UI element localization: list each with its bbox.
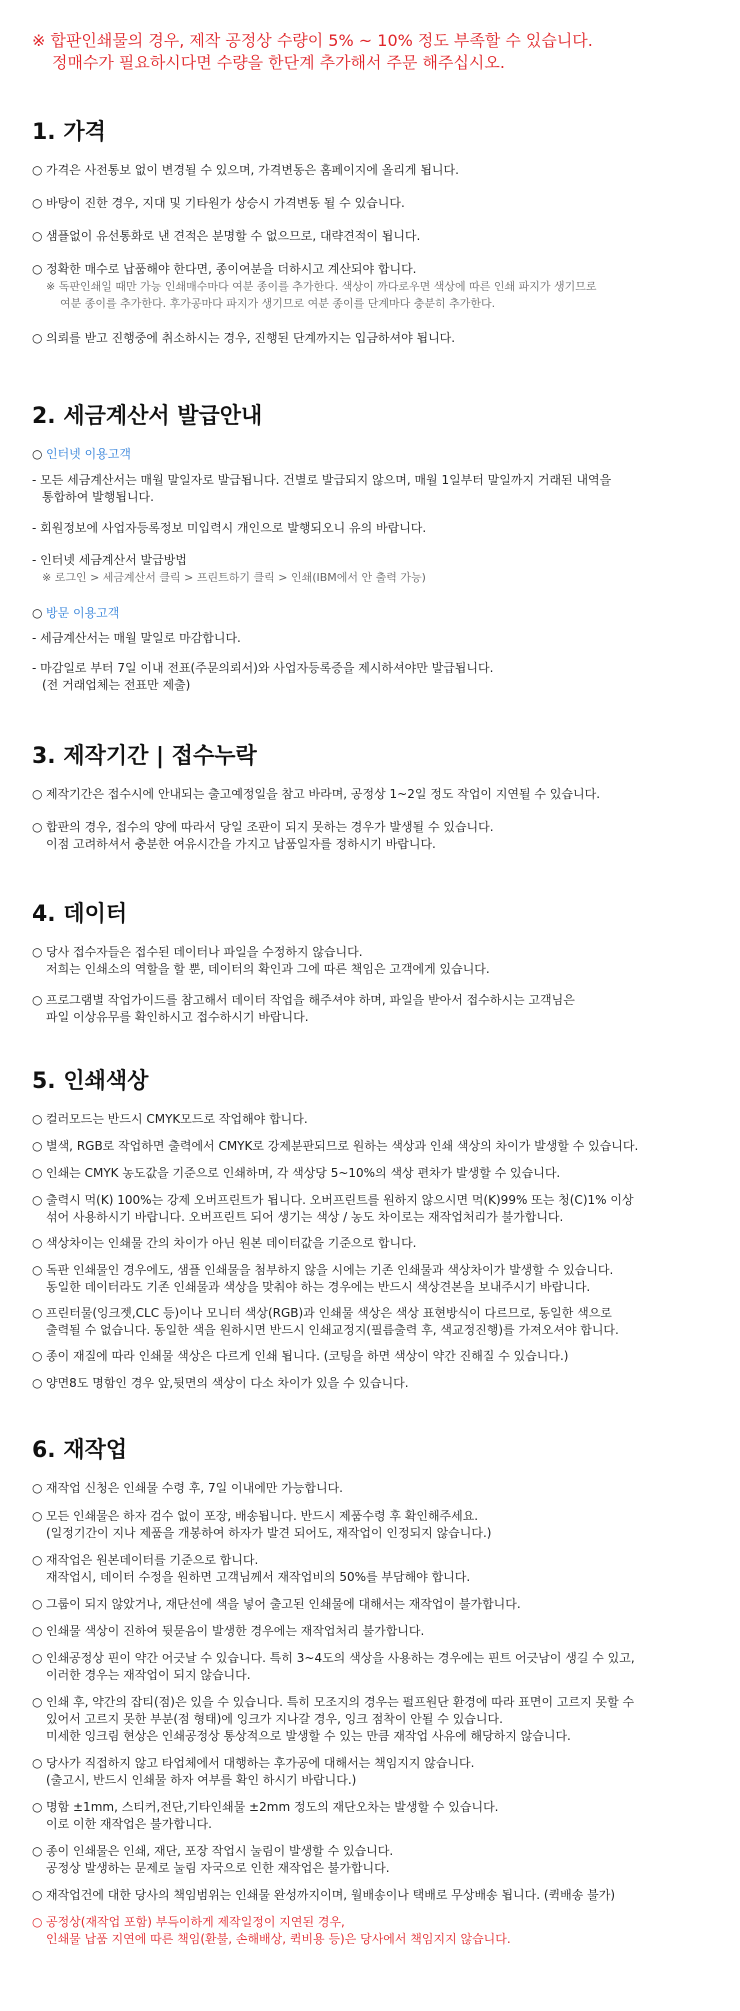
circle-bullet-icon: ○: [32, 1756, 43, 1770]
circle-bullet-icon: ○: [32, 1306, 43, 1320]
list-item: ○ 종이 인쇄물은 인쇄, 재단, 포장 작업시 눌림이 발생할 수 있습니다. 공정상 발생하는 문제로 눌림 자국으로 인한 재작업은 불가합니다.: [32, 1844, 394, 1875]
circle-bullet-icon: ○: [32, 1193, 43, 1207]
circle-bullet-icon: ○: [32, 1695, 43, 1709]
subsection-label: ○ 인터넷 이용고객: [32, 447, 131, 461]
section-tax-invoice: [32, 402, 722, 692]
list-item: ○ 인쇄 후, 약간의 잡티(점)은 있을 수 있습니다. 특히 모조지의 경우는 펄프원단 환경에 따라 표면이 고르지 못할 수 있어서 고르지 못한 부분(점 형태)에 잉크가 지나갈 경우, 잉크 점착이 안될 수 있습니다. 미세한 잉크림 현상은 인쇄공정상 통상적으로 발생할 수 있는 만큼 재작업 사유에 해당하지 않습니다.: [32, 1695, 635, 1743]
notice-line-1: ※ 합판인쇄물의 경우, 제작 공정상 수량이 5% ~ 10% 정도 부족할 수 있습니다.: [32, 31, 593, 50]
notice-line-2: 정매수가 필요하시다면 수량을 한단계 추가해서 주문 해주십시오.: [52, 53, 505, 72]
circle-bullet-icon: ○: [32, 262, 43, 276]
list-item: ○ 모든 인쇄물은 하자 검수 없이 포장, 배송됩니다. 반드시 제품수령 후 확인해주세요. (일정기간이 지나 제품을 개봉하여 하자가 발견 되어도, 재작업이 인정되지 않습니다.): [32, 1509, 492, 1540]
list-item: ○ 재작업은 원본데이터를 기준으로 합니다. 재작업시, 데이터 수정을 원하면 고객님께서 재작업비의 50%를 부담해야 합니다.: [32, 1553, 471, 1584]
list-item: ○ 제작기간은 접수시에 안내되는 출고예정일을 참고 바라며, 공정상 1~2일 정도 작업이 지연될 수 있습니다.: [32, 787, 601, 801]
list-item: - 인터넷 세금계산서 발급방법: [32, 553, 187, 567]
circle-bullet-icon: ○: [32, 1263, 43, 1277]
list-item: ○ 정확한 매수로 납품해야 한다면, 종이여분을 더하시고 계산되야 합니다. ※ 독판인쇄일 때만 가능 인쇄매수마다 여분 종이를 추가한다. 색상이 까다로우면 색상에 따른 인쇄 파지가 생기므로 여분 종이를 추가한다. 후가공마다 파지가 생기므로 여분 종이를 단계마다 충분히 추가한다.: [32, 262, 597, 310]
circle-bullet-icon: ○: [32, 1651, 43, 1665]
list-item: ○ 컬러모드는 반드시 CMYK모드로 작업해야 합니다.: [32, 1112, 308, 1126]
circle-bullet-icon: ○: [32, 1376, 43, 1390]
circle-bullet-icon: ○: [32, 1624, 43, 1638]
list-item: ○ 가격은 사전통보 없이 변경될 수 있으며, 가격변동은 홈페이지에 올리게 됩니다.: [32, 163, 459, 177]
list-item: ○ 그룹이 되지 않았거나, 재단선에 색을 넣어 출고된 인쇄물에 대해서는 재작업이 불가합니다.: [32, 1597, 521, 1611]
list-item: ○ 당사 접수자들은 접수된 데이터나 파일을 수정하지 않습니다. 저희는 인쇄소의 역할을 할 뿐, 데이터의 확인과 그에 따른 책임은 고객에게 있습니다.: [32, 945, 490, 976]
section-rework: [32, 1436, 722, 1946]
section-data: [32, 900, 722, 1024]
list-item: ○ 당사가 직접하지 않고 타업체에서 대행하는 후가공에 대해서는 책임지지 않습니다. (출고시, 반드시 인쇄물 하자 여부를 확인 하시기 바랍니다.): [32, 1756, 475, 1787]
circle-bullet-icon: ○: [32, 1112, 43, 1126]
section-print-color: [32, 1067, 722, 1390]
circle-bullet-icon: ○: [32, 1166, 43, 1180]
circle-bullet-icon: ○: [32, 1844, 43, 1858]
circle-bullet-icon: ○: [32, 1553, 43, 1567]
circle-bullet-icon: ○: [32, 1915, 43, 1929]
quantity-notice: [32, 30, 593, 74]
circle-bullet-icon: ○: [32, 1800, 43, 1814]
section-title: 3. 제작기간 | 접수누락: [32, 744, 257, 769]
list-item: ○ 명함 ±1mm, 스티커,전단,기타인쇄물 ±2mm 정도의 재단오차는 발생할 수 있습니다. 이로 이한 재작업은 불가합니다.: [32, 1800, 499, 1831]
list-item: ○ 독판 인쇄물인 경우에도, 샘플 인쇄물을 첨부하지 않을 시에는 기존 인쇄물과 색상차이가 발생할 수 있습니다. 동일한 데이터라도 기존 인쇄물과 색상을 맞춰야 하는 경우에는 반드시 색상견본을 보내주시기 바랍니다.: [32, 1263, 614, 1294]
section-title: 4. 데이터: [32, 902, 128, 927]
list-item: ○ 종이 재질에 따라 인쇄물 색상은 다르게 인쇄 됩니다. (코팅을 하면 색상이 약간 진해질 수 있습니다.): [32, 1349, 569, 1363]
subsection-label: ○ 방문 이용고객: [32, 606, 120, 620]
circle-bullet-icon: ○: [32, 787, 43, 801]
section-title: 6. 재작업: [32, 1438, 128, 1463]
section-title: 2. 세금계산서 발급안내: [32, 404, 263, 429]
circle-bullet-icon: ○: [32, 196, 43, 210]
note-line: ※ 독판인쇄일 때만 가능 인쇄매수마다 여분 종이를 추가한다. 색상이 까다로우면 색상에 따른 인쇄 파지가 생기므로: [46, 280, 597, 293]
list-item: - 세금계산서는 매월 말일로 마감합니다.: [32, 631, 241, 645]
list-item: ○ 출력시 먹(K) 100%는 강제 오버프린트가 됩니다. 오버프린트를 원하지 않으시면 먹(K)99% 또는 청(C)1% 이상 섞어 사용하시기 바랍니다. 오버프린트 되어 생기는 색상 / 농도 차이로는 재작업처리가 불가합니다.: [32, 1193, 634, 1224]
list-item: - 마감일로 부터 7일 이내 전표(주문의뢰서)와 사업자등록증을 제시하셔야만 발급됩니다.: [32, 661, 494, 675]
list-item: ○ 재작업건에 대한 당사의 책임범위는 인쇄물 완성까지이며, 월배송이나 택배로 무상배송 됩니다. (퀵배송 불가): [32, 1888, 616, 1902]
section-title: 1. 가격: [32, 120, 106, 145]
list-item-cont: (전 거래업체는 전표만 제출): [42, 678, 191, 692]
list-item-cont: 통합하여 발행됩니다.: [42, 490, 154, 504]
circle-bullet-icon: ○: [32, 1481, 43, 1495]
circle-bullet-icon: ○: [32, 1888, 43, 1902]
circle-bullet-icon: ○: [32, 163, 43, 177]
circle-bullet-icon: ○: [32, 1236, 43, 1250]
list-item: ○ 양면8도 명함인 경우 앞,뒷면의 색상이 다소 차이가 있을 수 있습니다.: [32, 1376, 409, 1390]
circle-bullet-icon: ○: [32, 1349, 43, 1363]
list-item: ○ 프로그램별 작업가이드를 참고해서 데이터 작업을 해주셔야 하며, 파일을 받아서 접수하시는 고객님은 파일 이상유무를 확인하시고 접수하시기 바랍니다.: [32, 993, 575, 1024]
circle-bullet-icon: ○: [32, 1509, 43, 1523]
circle-bullet-icon: ○: [32, 1597, 43, 1611]
list-item: ○ 프린터물(잉크젯,CLC 등)이나 모니터 색상(RGB)과 인쇄물 색상은 색상 표현방식이 다르므로, 동일한 색으로 출력될 수 없습니다. 동일한 색을 원하시면 반드시 인쇄교정지(필름출력 후, 색교정진행)를 가져오셔야 합니다.: [32, 1306, 619, 1337]
note-line: ※ 로그인 > 세금계산서 클릭 > 프린트하기 클릭 > 인쇄(IBM에서 안 출력 가능): [42, 571, 426, 584]
list-item: - 모든 세금계산서는 매월 말일자로 발급됩니다. 건별로 발급되지 않으며, 매월 1일부터 말일까지 거래된 내역을: [32, 473, 612, 487]
warning-list-item: ○ 공정상(재작업 포함) 부득이하게 제작일정이 지연된 경우, 인쇄물 납품 지연에 따른 책임(환불, 손해배상, 퀵비용 등)은 당사에서 책임지지 않습니다.: [32, 1915, 511, 1946]
circle-bullet-icon: ○: [32, 820, 43, 834]
list-item: ○ 별색, RGB로 작업하면 출력에서 CMYK로 강제분판되므로 원하는 색상과 인쇄 색상의 차이가 발생할 수 있습니다.: [32, 1139, 639, 1153]
list-item: ○ 의뢰를 받고 진행중에 취소하시는 경우, 진행된 단계까지는 입금하셔야 됩니다.: [32, 331, 456, 345]
list-item: ○ 색상차이는 인쇄물 간의 차이가 아닌 원본 데이터값을 기준으로 합니다.: [32, 1236, 417, 1250]
circle-bullet-icon: ○: [32, 447, 43, 461]
circle-bullet-icon: ○: [32, 331, 43, 345]
circle-bullet-icon: ○: [32, 229, 43, 243]
circle-bullet-icon: ○: [32, 945, 43, 959]
list-item: ○ 바탕이 진한 경우, 지대 및 기타원가 상승시 가격변동 될 수 있습니다.: [32, 196, 405, 210]
list-item: - 회원정보에 사업자등록정보 미입력시 개인으로 발행되오니 유의 바랍니다.: [32, 521, 427, 535]
note-line: 여분 종이를 추가한다. 후가공마다 파지가 생기므로 여분 종이를 단계마다 충분히 추가한다.: [60, 297, 496, 310]
list-item: ○ 샘플없이 유선통화로 낸 견적은 분명할 수 없으므로, 대략견적이 됩니다.: [32, 229, 421, 243]
section-price: [32, 118, 722, 345]
list-item: ○ 인쇄물 색상이 진하여 뒷묻음이 발생한 경우에는 재작업처리 불가합니다.: [32, 1624, 425, 1638]
circle-bullet-icon: ○: [32, 993, 43, 1007]
section-production-period: [32, 742, 722, 851]
list-item: ○ 재작업 신청은 인쇄물 수령 후, 7일 이내에만 가능합니다.: [32, 1481, 343, 1495]
section-title: 5. 인쇄색상: [32, 1069, 149, 1094]
circle-bullet-icon: ○: [32, 606, 43, 620]
list-item: ○ 합판의 경우, 접수의 양에 따라서 당일 조판이 되지 못하는 경우가 발생될 수 있습니다. 이점 고려하셔서 충분한 여유시간을 가지고 납품일자를 정하시기 바랍니다.: [32, 820, 494, 851]
list-item: ○ 인쇄공정상 핀이 약간 어긋날 수 있습니다. 특히 3~4도의 색상을 사용하는 경우에는 핀트 어긋남이 생길 수 있고, 이러한 경우는 재작업이 되지 않습니다.: [32, 1651, 635, 1682]
list-item: ○ 인쇄는 CMYK 농도값을 기준으로 인쇄하며, 각 색상당 5~10%의 색상 편차가 발생할 수 있습니다.: [32, 1166, 561, 1180]
circle-bullet-icon: ○: [32, 1139, 43, 1153]
